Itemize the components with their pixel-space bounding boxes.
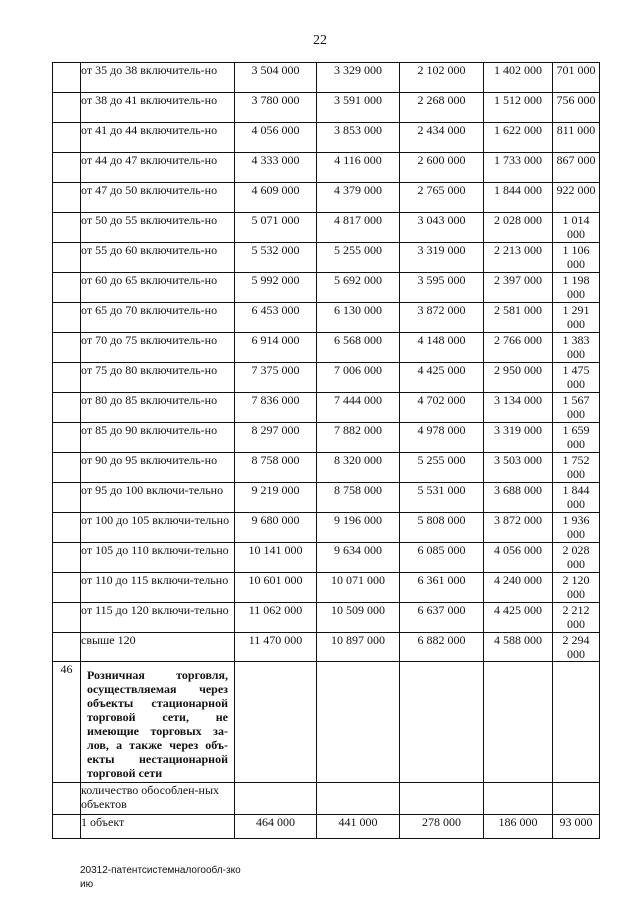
- row-number-cell: [53, 483, 81, 513]
- value-cell: 2 268 000: [400, 93, 484, 123]
- value-cell: 5 692 000: [317, 273, 400, 303]
- value-cell: 4 609 000: [235, 183, 317, 213]
- value-cell: 2 213 000: [484, 243, 553, 273]
- value-cell: 4 056 000: [235, 123, 317, 153]
- table-row: [53, 333, 600, 363]
- value-cell: 6 085 000: [400, 543, 484, 573]
- row-number-cell: [53, 93, 81, 123]
- footer-document-code: 20312-патентсистемналогообл-зко: [80, 865, 241, 876]
- footer-document-code-continued: ию: [80, 879, 94, 890]
- row-label: от 105 до 110 включи-тельно: [81, 543, 235, 573]
- value-cell: 5 071 000: [235, 213, 317, 243]
- value-cell: 1 844 000: [553, 483, 600, 513]
- value-cell: 1 383 000: [553, 333, 600, 363]
- value-cell: 278 000: [400, 815, 484, 839]
- value-cell: 1 512 000: [484, 93, 553, 123]
- value-cell: 3 319 000: [484, 423, 553, 453]
- item-number: 46: [53, 662, 81, 783]
- item-46-heading-row: [53, 662, 600, 783]
- value-cell: 6 914 000: [235, 333, 317, 363]
- value-cell: 6 453 000: [235, 303, 317, 333]
- value-cell: 2 212 000: [553, 603, 600, 633]
- value-cell: 2 397 000: [484, 273, 553, 303]
- value-cell: 6 637 000: [400, 603, 484, 633]
- table-row: [53, 93, 600, 123]
- value-cell: 3 688 000: [484, 483, 553, 513]
- value-cell: 2 294 000: [553, 633, 600, 662]
- value-cell: [235, 783, 317, 815]
- row-number-cell: [53, 573, 81, 603]
- value-cell: 3 780 000: [235, 93, 317, 123]
- value-cell: 2 120 000: [553, 573, 600, 603]
- row-number-cell: [53, 63, 81, 93]
- value-cell: 11 062 000: [235, 603, 317, 633]
- value-cell: 3 872 000: [484, 513, 553, 543]
- value-cell: 3 872 000: [400, 303, 484, 333]
- value-cell: 4 056 000: [484, 543, 553, 573]
- value-cell: 4 817 000: [317, 213, 400, 243]
- footer: [80, 864, 241, 892]
- value-cell: 8 320 000: [317, 453, 400, 483]
- value-cell: 2 581 000: [484, 303, 553, 333]
- value-cell: 5 992 000: [235, 273, 317, 303]
- tax-rate-table: [52, 62, 600, 839]
- row-label: от 115 до 120 включи-тельно: [81, 603, 235, 633]
- value-cell: 1 198 000: [553, 273, 600, 303]
- value-cell: 2 028 000: [553, 543, 600, 573]
- value-cell: 1 402 000: [484, 63, 553, 93]
- value-cell: 7 006 000: [317, 363, 400, 393]
- value-cell: 10 601 000: [235, 573, 317, 603]
- value-cell: 3 329 000: [317, 63, 400, 93]
- value-cell: 1 014 000: [553, 213, 600, 243]
- row-label: от 90 до 95 включитель-но: [81, 453, 235, 483]
- row-number-cell: [53, 815, 81, 839]
- row-number-cell: [53, 153, 81, 183]
- value-cell: [484, 783, 553, 815]
- value-cell: 811 000: [553, 123, 600, 153]
- row-number-cell: [53, 633, 81, 662]
- value-cell: 441 000: [317, 815, 400, 839]
- value-cell: 5 531 000: [400, 483, 484, 513]
- row-label: от 70 до 75 включитель-но: [81, 333, 235, 363]
- table-row: [53, 63, 600, 93]
- table-row: [53, 273, 600, 303]
- value-cell: 1 106 000: [553, 243, 600, 273]
- value-cell: 2 765 000: [400, 183, 484, 213]
- value-cell: 3 043 000: [400, 213, 484, 243]
- value-cell: 701 000: [553, 63, 600, 93]
- table-row: [53, 153, 600, 183]
- row-number-cell: [53, 603, 81, 633]
- row-label: от 110 до 115 включи-тельно: [81, 573, 235, 603]
- value-cell: [235, 662, 317, 783]
- table-row: [53, 213, 600, 243]
- value-cell: 5 532 000: [235, 243, 317, 273]
- table-row: [53, 393, 600, 423]
- value-cell: 8 297 000: [235, 423, 317, 453]
- value-cell: 1 475 000: [553, 363, 600, 393]
- value-cell: 464 000: [235, 815, 317, 839]
- row-label: от 44 до 47 включитель-но: [81, 153, 235, 183]
- row-label: от 60 до 65 включитель-но: [81, 273, 235, 303]
- row-label: от 41 до 44 включитель-но: [81, 123, 235, 153]
- table-row: [53, 633, 600, 662]
- row-number-cell: [53, 123, 81, 153]
- row-label: свыше 120: [81, 633, 235, 662]
- row-label: 1 объект: [81, 815, 235, 839]
- row-number-cell: [53, 183, 81, 213]
- value-cell: 6 130 000: [317, 303, 400, 333]
- value-cell: 186 000: [484, 815, 553, 839]
- value-cell: 8 758 000: [317, 483, 400, 513]
- table-row: [53, 183, 600, 213]
- value-cell: 922 000: [553, 183, 600, 213]
- value-cell: 4 978 000: [400, 423, 484, 453]
- value-cell: 5 808 000: [400, 513, 484, 543]
- page-number: 22: [313, 33, 327, 48]
- table-row: [53, 363, 600, 393]
- value-cell: 4 425 000: [400, 363, 484, 393]
- row-number-cell: [53, 783, 81, 815]
- row-label: от 50 до 55 включитель-но: [81, 213, 235, 243]
- value-cell: 10 897 000: [317, 633, 400, 662]
- value-cell: 6 361 000: [400, 573, 484, 603]
- value-cell: 3 595 000: [400, 273, 484, 303]
- value-cell: 3 853 000: [317, 123, 400, 153]
- row-label: от 47 до 50 включитель-но: [81, 183, 235, 213]
- row-number-cell: [53, 213, 81, 243]
- item-46-subheading-row: [53, 783, 600, 815]
- table-row: [53, 423, 600, 453]
- row-number-cell: [53, 333, 81, 363]
- item-title: Розничная торговля, осуществляемая через объекты стационарной торговой сети, не имеющие торговых за-лов, а также через объ-екты нестационарной торговой сети: [81, 662, 235, 783]
- value-cell: 10 071 000: [317, 573, 400, 603]
- value-cell: 4 148 000: [400, 333, 484, 363]
- value-cell: 1 659 000: [553, 423, 600, 453]
- value-cell: 2 950 000: [484, 363, 553, 393]
- value-cell: 10 141 000: [235, 543, 317, 573]
- value-cell: 1 752 000: [553, 453, 600, 483]
- value-cell: 7 375 000: [235, 363, 317, 393]
- value-cell: 2 102 000: [400, 63, 484, 93]
- table-row: [53, 573, 600, 603]
- value-cell: 1 844 000: [484, 183, 553, 213]
- row-label: от 100 до 105 включи-тельно: [81, 513, 235, 543]
- value-cell: 4 379 000: [317, 183, 400, 213]
- value-cell: [400, 783, 484, 815]
- value-cell: 756 000: [553, 93, 600, 123]
- value-cell: 9 680 000: [235, 513, 317, 543]
- value-cell: 11 470 000: [235, 633, 317, 662]
- value-cell: 1 936 000: [553, 513, 600, 543]
- value-cell: 4 240 000: [484, 573, 553, 603]
- value-cell: 8 758 000: [235, 453, 317, 483]
- row-label: от 35 до 38 включитель-но: [81, 63, 235, 93]
- table-row: [53, 243, 600, 273]
- value-cell: 10 509 000: [317, 603, 400, 633]
- value-cell: 3 134 000: [484, 393, 553, 423]
- table-row: [53, 603, 600, 633]
- value-cell: [553, 783, 600, 815]
- value-cell: 6 568 000: [317, 333, 400, 363]
- table-row: [53, 453, 600, 483]
- value-cell: 2 434 000: [400, 123, 484, 153]
- value-cell: 1 733 000: [484, 153, 553, 183]
- table-row: [53, 513, 600, 543]
- row-label: от 38 до 41 включитель-но: [81, 93, 235, 123]
- row-label: от 65 до 70 включитель-но: [81, 303, 235, 333]
- row-label: от 95 до 100 включи-тельно: [81, 483, 235, 513]
- value-cell: 93 000: [553, 815, 600, 839]
- row-number-cell: [53, 453, 81, 483]
- value-cell: 9 219 000: [235, 483, 317, 513]
- table-row: [53, 123, 600, 153]
- value-cell: 7 836 000: [235, 393, 317, 423]
- row-label: от 55 до 60 включитель-но: [81, 243, 235, 273]
- row-number-cell: [53, 273, 81, 303]
- value-cell: 2 766 000: [484, 333, 553, 363]
- value-cell: 5 255 000: [400, 453, 484, 483]
- value-cell: 7 444 000: [317, 393, 400, 423]
- value-cell: 4 702 000: [400, 393, 484, 423]
- value-cell: [553, 662, 600, 783]
- row-label: от 85 до 90 включитель-но: [81, 423, 235, 453]
- row-label: от 75 до 80 включитель-но: [81, 363, 235, 393]
- table-row: [53, 303, 600, 333]
- value-cell: [400, 662, 484, 783]
- table-row: [53, 815, 600, 839]
- item-subheading: количество обособлен-ных объектов: [81, 783, 235, 815]
- value-cell: 3 503 000: [484, 453, 553, 483]
- value-cell: 2 028 000: [484, 213, 553, 243]
- row-number-cell: [53, 513, 81, 543]
- row-number-cell: [53, 303, 81, 333]
- value-cell: [484, 662, 553, 783]
- value-cell: 5 255 000: [317, 243, 400, 273]
- row-number-cell: [53, 393, 81, 423]
- value-cell: 7 882 000: [317, 423, 400, 453]
- value-cell: 9 196 000: [317, 513, 400, 543]
- value-cell: 3 319 000: [400, 243, 484, 273]
- value-cell: 4 425 000: [484, 603, 553, 633]
- value-cell: 3 591 000: [317, 93, 400, 123]
- value-cell: 4 588 000: [484, 633, 553, 662]
- value-cell: 3 504 000: [235, 63, 317, 93]
- row-number-cell: [53, 363, 81, 393]
- value-cell: 4 116 000: [317, 153, 400, 183]
- row-label: от 80 до 85 включитель-но: [81, 393, 235, 423]
- table-row: [53, 543, 600, 573]
- row-number-cell: [53, 543, 81, 573]
- value-cell: 1 291 000: [553, 303, 600, 333]
- value-cell: [317, 783, 400, 815]
- row-number-cell: [53, 423, 81, 453]
- table-row: [53, 483, 600, 513]
- value-cell: 4 333 000: [235, 153, 317, 183]
- row-number-cell: [53, 243, 81, 273]
- value-cell: 6 882 000: [400, 633, 484, 662]
- value-cell: [317, 662, 400, 783]
- value-cell: 9 634 000: [317, 543, 400, 573]
- value-cell: 867 000: [553, 153, 600, 183]
- value-cell: 1 622 000: [484, 123, 553, 153]
- value-cell: 2 600 000: [400, 153, 484, 183]
- value-cell: 1 567 000: [553, 393, 600, 423]
